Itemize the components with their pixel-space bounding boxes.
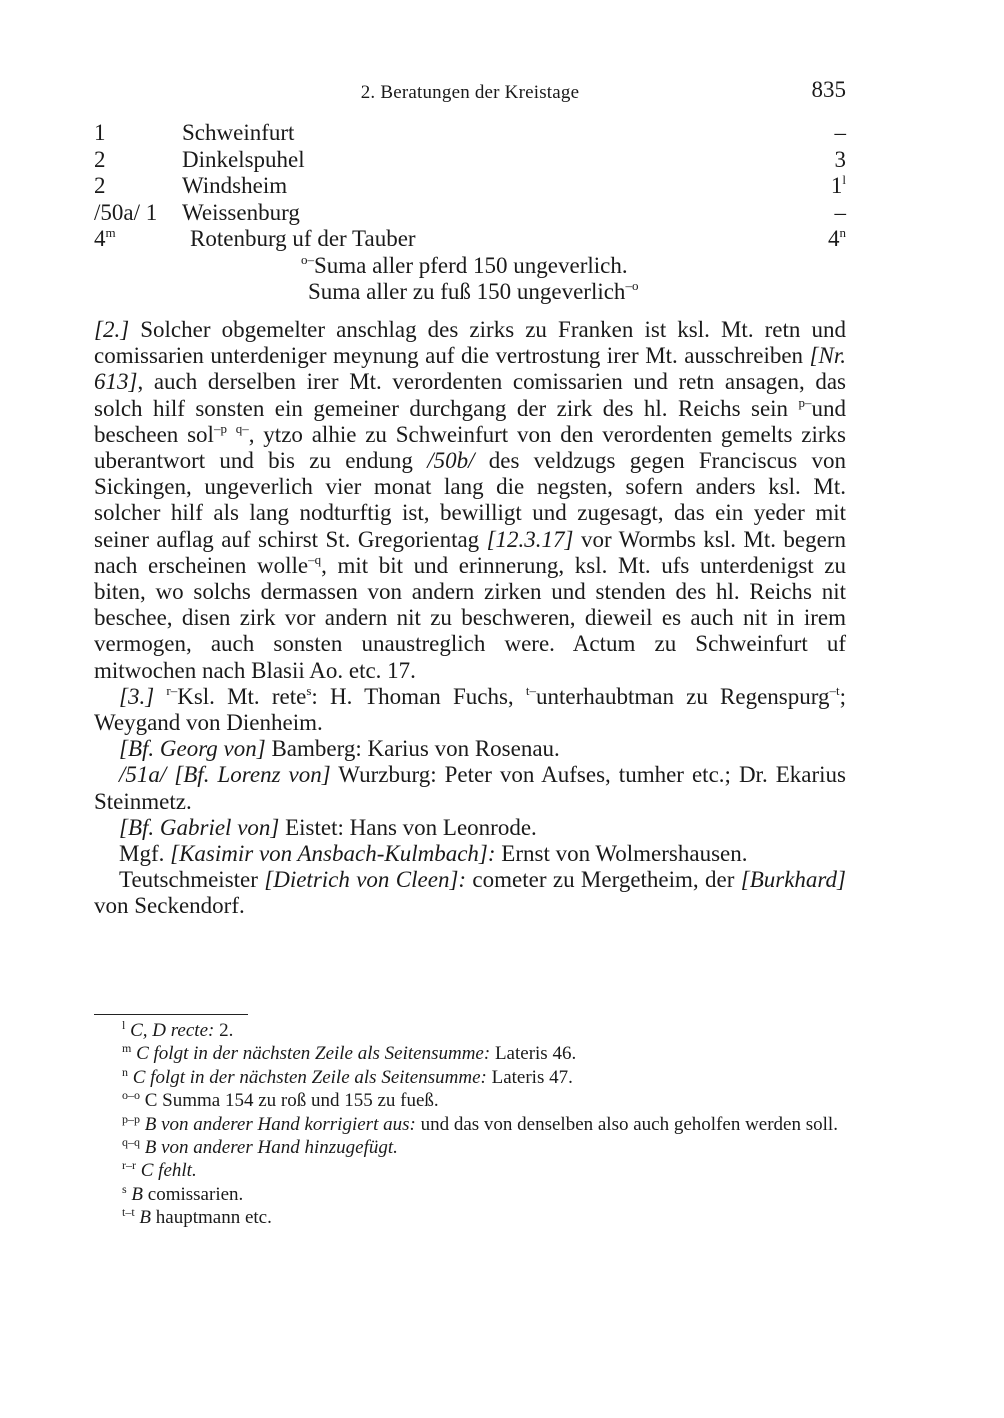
footnote-mark: –p	[213, 420, 227, 436]
paragraph: /51a/ [Bf. Lorenz von] Wurzburg: Peter von Aufses, tumher etc.; Dr. Ekarius Steinmetz.	[94, 762, 846, 814]
table-row	[94, 200, 846, 227]
row-count: 2	[94, 146, 106, 172]
footnote: $^m$ C folgt in der nächsten Zeile als Seitensumme: Lateris 46.	[122, 1041, 577, 1065]
footnote-mark: l	[842, 172, 846, 187]
table-row	[94, 173, 846, 200]
footnote-mark: m	[105, 225, 116, 240]
footnote: $^s$ B comissarien.	[122, 1181, 244, 1205]
row-place: Schweinfurt	[182, 120, 295, 145]
paragraph: Mgf. [Kasimir von Ansbach-Kulmbach]: Ernst von Wolmershausen.	[119, 841, 748, 867]
main-text	[94, 317, 846, 920]
footnote-mark: –o	[625, 278, 639, 293]
row-count: 2	[94, 173, 106, 198]
paragraph: [3.] $^{r-}$Ksl. Mt. rete$^s$: H. Thoman Fuchs, $^{t-}$unterhaubtman zu Regenspurg$^{-t}$; Weygand von Dienheim.	[94, 682, 846, 736]
row-value: 1$^l$	[830, 172, 846, 198]
row-count: 1	[94, 120, 106, 145]
footnote-mark: n	[122, 1064, 128, 1079]
footnote-mark: o–o	[122, 1088, 140, 1103]
row-place: Rotenburg uf der Tauber	[190, 226, 416, 251]
running-header	[94, 77, 846, 110]
paragraph: [Bf. Gabriel von] Eistet: Hans von Leonrode.	[119, 814, 537, 840]
footnote: $^{q-q}$ B von anderer Hand hinzugefügt.	[122, 1135, 398, 1159]
footnote-mark: –t	[829, 682, 840, 698]
footnote-mark: n	[839, 225, 846, 240]
sum-horse-line: $^{o-}$Suma aller pferd 150 ungeverlich.	[301, 251, 628, 278]
footnote: $^l$ C, D recte: 2.	[122, 1018, 234, 1041]
row-value: 3	[834, 146, 846, 172]
row-value: –	[834, 199, 846, 225]
running-title: 2. Beratungen der Kreistage	[360, 82, 580, 103]
footnote-mark: s	[122, 1181, 127, 1196]
paragraph: Teutschmeister [Dietrich von Cleen]: cometer zu Mergetheim, der [Burkhard] von Seckendorf.	[94, 867, 846, 919]
footnote-mark: –q	[308, 551, 322, 567]
paragraph: [Bf. Georg von] Bamberg: Karius von Rosenau.	[119, 736, 560, 762]
footnote-mark: r–r	[122, 1158, 136, 1173]
footnote-mark: q–q	[122, 1135, 140, 1150]
footnote-mark: m	[122, 1041, 132, 1056]
footnote-mark: r–	[166, 682, 178, 698]
paragraph: [2.] Solcher obgemelter anschlag des zirks zu Franken ist ksl. Mt. retn und comissarien unterdeniger meynung auf die vertrostung irer Mt. ausschreiben [Nr. 613], auch derselben irer Mt. verordenten comissarien und retn ansagen, das solch hilf sonsten ein gemeiner durchgang der zirk des hl. Reichs sein $^{p-}$und bescheen sol$^{-p}$ $^{q-}$, ytzo alhie zu Schweinfurt von den verordenten gemelts zirks uberantwort und bis zu endung /50b/ des veldzugs gegen Franciscus von Sickingen, ungeverlich vier monat lang die negsten, sofern anders ksl. Mt. solcher hilf als lang nodturftig ist, bewilligt und zugesagt, das ein yeder mit seiner auflag auf schirst St. Gregorientag [12.3.17] vor Wormbs ksl. Mt. begern nach erscheinen wolle$^{-q}$, mit bit und erinnerung, ksl. Mt. ufs unterdenigst zu biten, wo solchs dermassen von andern zirken und stenden des hl. Reichs nit beschee, disen zirk vor andern nit zu beschweren, dieweil es auch nit in irem vermogen, auch sonsten unaustreglich were. Actum zu Schweinfurt uf mitwochen nach Blasii Ao. etc. 17.	[94, 317, 846, 683]
table-row	[94, 120, 846, 147]
footnote-mark: p–	[798, 394, 812, 410]
table-row	[94, 147, 846, 174]
footnote: $^{t-t}$ B hauptmann etc.	[122, 1205, 272, 1229]
row-place: Weissenburg	[182, 199, 300, 225]
footnote-mark: t–	[525, 682, 536, 698]
contingent-table	[94, 120, 846, 306]
footnote-mark: q–	[235, 420, 249, 436]
footnote-mark: l	[122, 1018, 126, 1032]
footnote-mark: s	[306, 682, 312, 698]
footnotes	[94, 1019, 846, 1230]
page-number: 835	[811, 77, 846, 102]
row-value: 4$^n$	[828, 225, 846, 251]
footnote: $^{p-p}$ B von anderer Hand korrigiert aus: und das von denselben also auch geholfen werden soll.	[122, 1111, 838, 1135]
table-row	[94, 226, 846, 253]
row-count: /50a/ 1	[94, 199, 158, 225]
row-place: Windsheim	[182, 173, 288, 198]
row-count: 4$^m$	[94, 225, 116, 251]
footnote-mark: o–	[301, 251, 314, 267]
row-place: Dinkelspuhel	[182, 146, 305, 172]
footnote: $^{o-o}$ C Summa 154 zu roß und 155 zu fueß.	[122, 1088, 439, 1112]
footnote: $^n$ C folgt in der nächsten Zeile als Seitensumme: Lateris 47.	[122, 1064, 573, 1088]
footnote: $^{r-r}$ C fehlt.	[122, 1158, 197, 1182]
footnote-divider	[94, 1014, 248, 1015]
footnote-mark: p–p	[122, 1111, 140, 1126]
sum-foot-line: Suma aller zu fuß 150 ungeverlich$^{-o}$	[308, 278, 639, 304]
footnote-mark: t–t	[122, 1205, 135, 1220]
row-value: –	[834, 120, 846, 145]
